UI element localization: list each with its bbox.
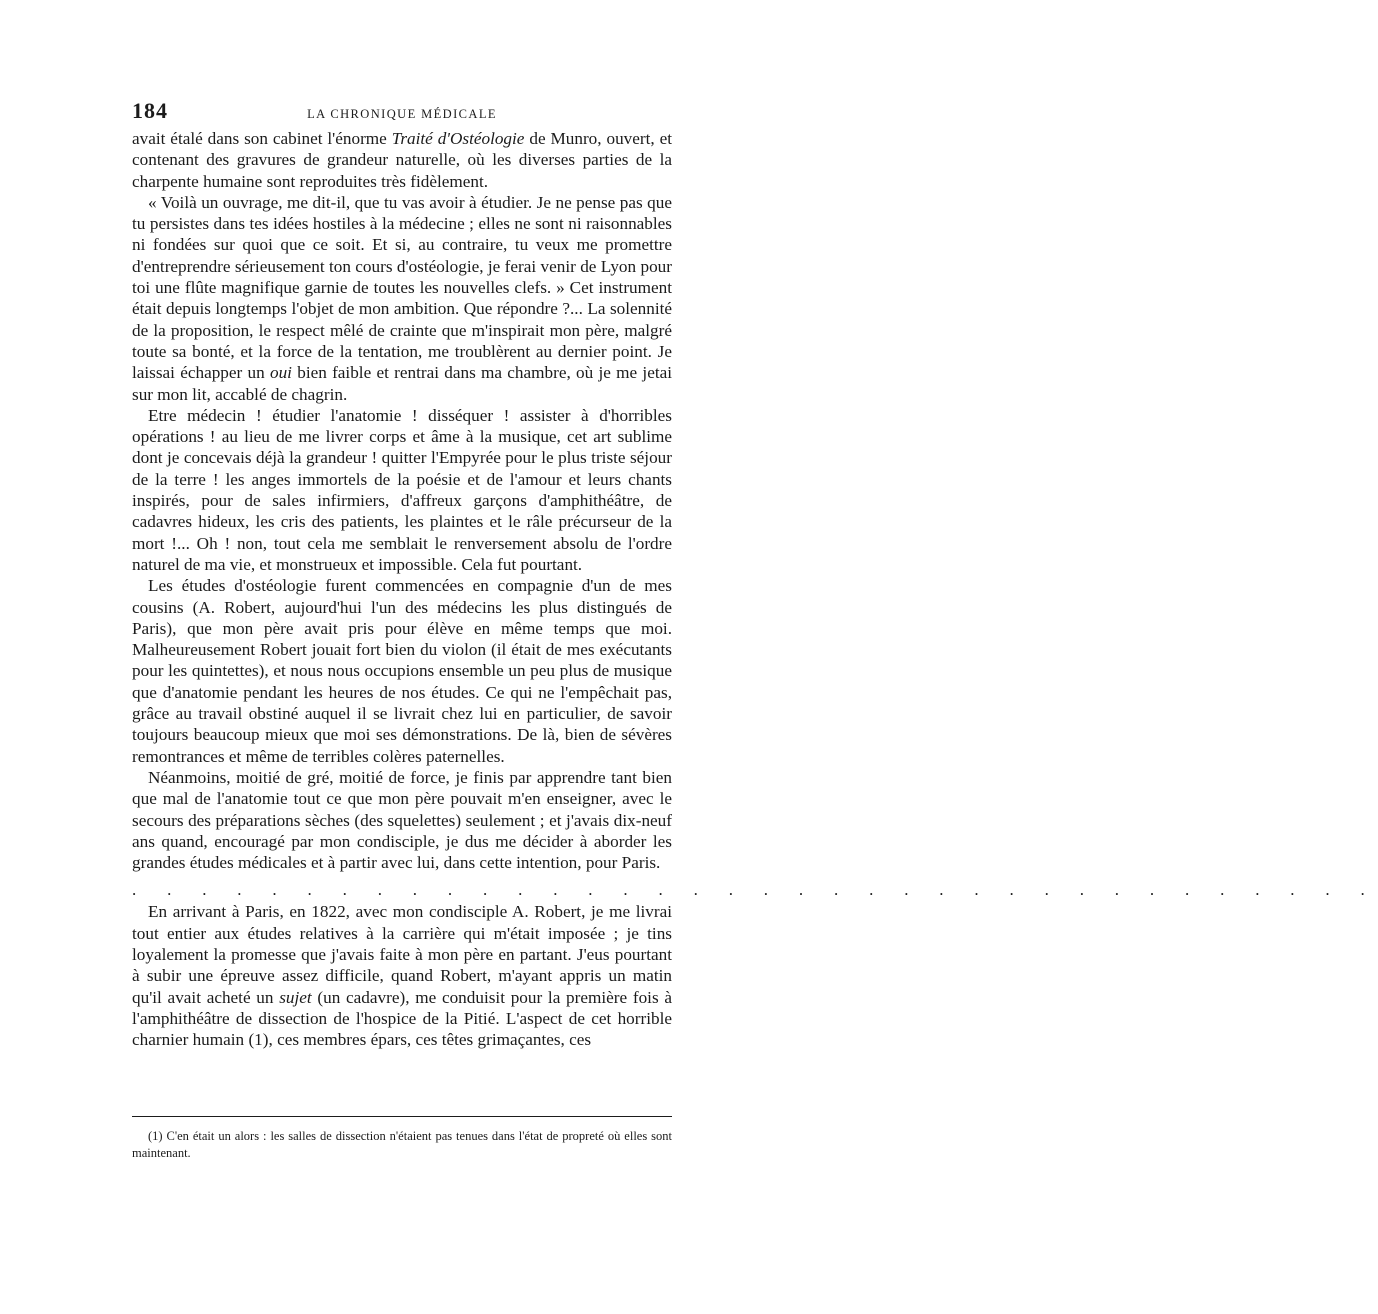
page-number: 184 <box>132 98 168 123</box>
emphasis-italic: oui <box>269 363 292 383</box>
paragraph-text: (un cadavre), me conduisit pour la première fois à l'amphithéâtre de dissection de l'hospice de la Pitié. L'aspect de cet horrible charnier humain (1), ces membres épars, ces têtes grimaçantes, ces <box>132 987 672 1050</box>
paragraph-text: En arrivant à Paris, en 1822, avec mon condisciple A. Robert, je me livrai tout entier aux études relatives à la carrière qui m'était imposée ; je tins loyalement la promesse que j'avais faite à mon père en partant. J'eus pourtant à subir une épreuve assez difficile, quand Robert, m'ayant appris un matin qu'il avait acheté un <box>132 902 672 1007</box>
paragraph-text: de Munro, ouvert, et contenant des gravures de grandeur naturelle, où les diverses parties de la charpente humaine sont reproduites très fidèlement. <box>132 129 672 191</box>
paragraph <box>132 192 672 405</box>
footnote: (1) C'en était un alors : les salles de dissection n'étaient pas tenues dans l'état de propreté où elles sont maintenant. <box>132 1129 672 1160</box>
paragraph: Les études d'ostéologie furent commencées en compagnie d'un de mes cousins (A. Robert, aujourd'hui l'un des médecins les plus distingués de Paris), que mon père avait pris pour élève en même temps que moi. Malheureusement Robert jouait fort bien du violon (il était de mes exécutants pour les quintettes), et nous nous occupions ensemble un peu plus de musique que d'anatomie pendant les heures de nos études. Ce qui ne l'empêchait pas, grâce au travail obstiné auquel il se livrait chez lui en particulier, de savoir toujours beaucoup mieux que moi ses démonstrations. De là, bien de sévères remontrances et même de terribles colères paternelles. <box>132 576 672 766</box>
paragraph-text: bien faible et rentrai dans ma chambre, où je me jetai sur mon lit, accablé de chagrin. <box>132 363 673 404</box>
emphasis-italic: sujet <box>279 987 312 1007</box>
paragraph <box>132 128 672 192</box>
running-title: LA CHRONIQUE MÉDICALE <box>307 107 497 121</box>
paragraph-text: avait étalé dans son cabinet l'énorme <box>132 129 392 148</box>
body-text <box>132 128 1378 1050</box>
paragraph-text: « Voilà un ouvrage, me dit-il, que tu vas avoir à étudier. Je ne pense pas que tu persistes dans tes idées hostiles à la médecine ; elles ne sont ni raisonnables ni fondées sur quoi que ce soit. Et si, au contraire, tu veux me promettre d'entreprendre sérieusement ton cours d'ostéologie, je ferai venir de Lyon pour toi une flûte magnifique garnie de toutes les nouvelles clefs. » Cet instrument était depuis longtemps l'objet de mon ambition. Que répondre ?... La solennité de la proposition, le respect mêlé de crainte que m'inspirait mon père, malgré toute sa bonté, et la force de la tentation, me troublèrent au dernier point. Je laissai échapper un <box>132 192 672 383</box>
footnote-divider <box>132 1116 672 1117</box>
page-header <box>132 98 672 128</box>
book-title-italic: Traité d'Ostéologie <box>391 129 525 148</box>
paragraph <box>132 901 672 1050</box>
section-separator-dots: . . . . . . . . . . . . . . . . . . . . . . . . . . . . . . . . . . . . <box>132 880 1378 900</box>
paragraph: Etre médecin ! étudier l'anatomie ! disséquer ! assister à d'horribles opérations ! au lieu de me livrer corps et âme à la musique, cet art sublime dont je concevais déjà la grandeur ! quitter l'Empyrée pour le plus triste séjour de la terre ! les anges immortels de la poésie et de l'amour et leurs chants inspirés, pour de sales infirmiers, d'affreux garçons d'amphithéâtre, de cadavres hideux, les cris des patients, les plaintes et le râle précurseur de la mort !... Oh ! non, tout cela me semblait le renversement absolu de l'ordre naturel de ma vie, et monstrueux et impossible. Cela fut pourtant. <box>132 405 672 574</box>
paragraph: Néanmoins, moitié de gré, moitié de force, je finis par apprendre tant bien que mal de l'anatomie tout ce que mon père pouvait m'en enseigner, avec le secours des préparations sèches (des squelettes) seulement ; et j'avais dix-neuf ans quand, encouragé par mon condisciple, je dus me décider à aborder les grandes études médicales et à partir avec lui, dans cette intention, pour Paris. <box>132 767 672 873</box>
